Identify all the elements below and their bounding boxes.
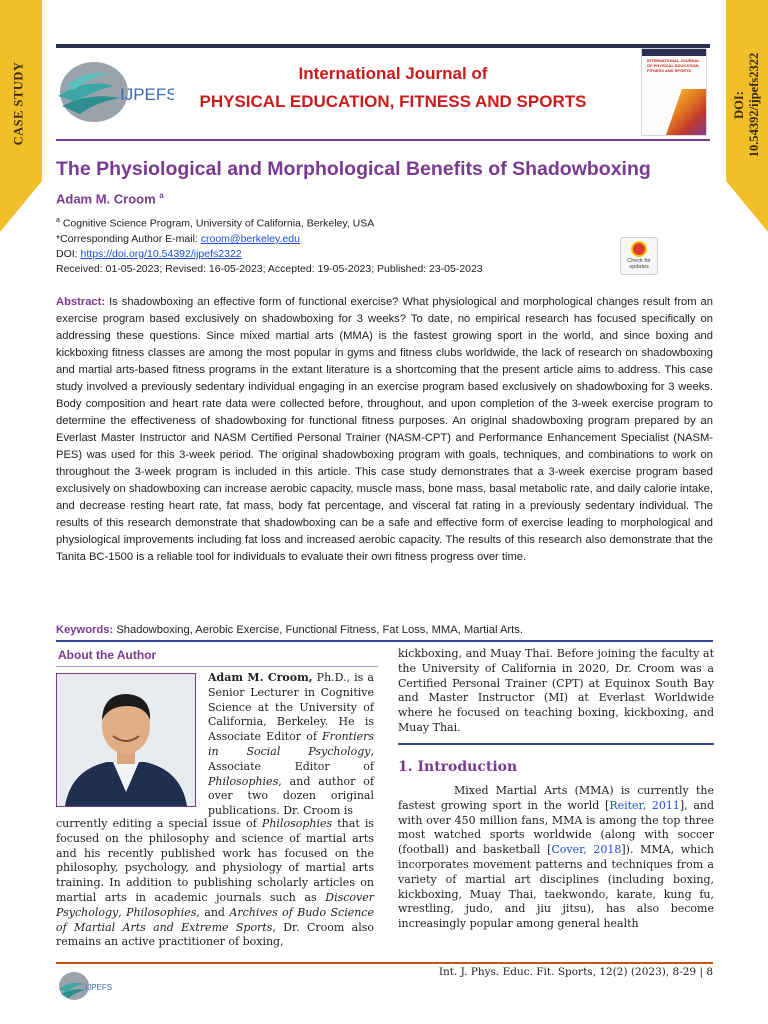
corresponding-author: *Corresponding Author E-mail: croom@berkeley.edu <box>56 233 300 245</box>
abstract <box>56 294 713 566</box>
footer-rule <box>56 962 713 964</box>
check-updates-icon <box>631 241 647 257</box>
check-for-updates-badge[interactable]: Check for updates <box>620 237 658 275</box>
case-study-label: CASE STUDY <box>11 61 26 146</box>
publication-dates: Received: 01-05-2023; Revised: 16-05-2023; Accepted: 19-05-2023; Published: 23-05-2023 <box>56 263 483 275</box>
footer-citation: Int. J. Phys. Educ. Fit. Sports, 12(2) (2023), 8-29 | 8 <box>438 966 713 978</box>
keywords-rule <box>56 640 713 642</box>
journal-logo <box>56 56 174 124</box>
journal-name-line2: PHYSICAL EDUCATION, FITNESS AND SPORTS <box>199 92 587 111</box>
about-author-rule <box>56 666 378 667</box>
affiliation: $^a$ Cognitive Science Program, University of California, Berkeley, USA <box>56 217 375 230</box>
abstract-label: Abstract: <box>56 296 106 308</box>
article-title: The Physiological and Morphological Benefits of Shadowboxing <box>56 158 651 180</box>
doi-ribbon-label: DOI: 10.54392/ijpefs2322 <box>732 52 761 158</box>
journal-cover-thumbnail: INTERNATIONAL JOURNAL OF PHYSICAL EDUCATION, FITNESS AND SPORTS <box>641 48 707 136</box>
introduction-text: Mixed Martial Arts (MMA) is currently the fastest growing sport in the world [Reiter, 2011], and with over 450 million fans, MMA is among the top three most watched sports worldwide (along with soccer (football) and basketball [Cover, 2018]). MMA, which incorporates movement patterns and techniques from a variety of martial art disciplines (including boxing, kickboxing, Muay Thai, taekwondo, karate, kung fu, wrestling, judo, and jiu jitsu), has also become increasingly popular among general health <box>398 784 715 931</box>
author-bio-continued: currently editing a special issue of Philosophies that is focused on the philosophy and science of martial arts and his recently published work has focused on the philosophy, psychology, and physiology of martial arts training. In addition to publishing scholarly articles on martial arts in academic journals such as Discover Psychology, Philosophies, and Archives of Budo Science of Martial Arts and Extreme Sports, Dr. Croom also remains an active practitioner of boxing, <box>56 817 375 949</box>
author-bio-top: Adam M. Croom, Ph.D., is a Senior Lecturer in Cognitive Science at the University of California, Berkeley. He is Associate Editor of Frontiers in Social Psychology, Associate Editor of Philosophies, and author of over two dozen original publications. Dr. Croom is <box>208 671 374 818</box>
author-photo <box>56 673 196 807</box>
svg-text:IJPEFS: IJPEFS <box>85 983 112 992</box>
citation-reiter[interactable]: Reiter, 2011 <box>609 798 680 812</box>
about-author-heading: About the Author <box>58 648 157 662</box>
author-name: Adam M. Croom $^a$ <box>56 191 164 207</box>
introduction-heading: 1. Introduction <box>398 759 518 775</box>
author-email-link[interactable]: croom@berkeley.edu <box>200 233 300 245</box>
header-top-rule <box>56 44 710 48</box>
header-bottom-rule <box>56 139 710 141</box>
about-section-end-rule <box>398 743 714 745</box>
journal-name-line1: International Journal of <box>298 64 488 83</box>
doi-link[interactable]: https://doi.org/10.54392/ijpefs2322 <box>80 248 242 260</box>
svg-text:IJPEFS: IJPEFS <box>120 85 174 104</box>
footer-logo <box>58 969 112 1003</box>
author-bio-column2: kickboxing, and Muay Thai. Before joining the faculty at the University of California in 2020, Dr. Croom was a Certified Personal Trainer (CPT) at Equinox South Bay and Master Instructor (MI) at Everlast Worldwide where he focused on teaching boxing, kickboxing, and Muay Thai. <box>398 647 714 734</box>
abstract-text: Is shadowboxing an effective form of functional exercise? What physiological and morphological changes result from an exercise program based exclusively on shadowboxing for 3 weeks? To date, no empirical research has focused specifically on addressing these questions. Since mixed martial arts (MMA) is the fastest growing sport in the world, and since boxing and kickboxing fitness classes are among the most popular in gyms and fitness clubs worldwide, the lack of research on shadowboxing and martial arts-based fitness programs in the extant literature is a shortcoming that the present article aims to address. This case study involved a previously sedentary individual engaging in an exercise program based exclusively on shadowboxing for 3 weeks. Body composition and heart rate data were collected before, throughout, and upon completion of the 3-week exercise program to determine the effectiveness of shadowboxing for functional fitness purposes. An original shadowboxing program prepared by an Everlast Master Instructor and NASM Certified Personal Trainer (NASM-CPT) and Performance Enhancement Specialist (NASM-PES) was used for this 3-week period. The original shadowboxing program with goals, techniques, and combinations to work on throughout the 3-week program is included in this article. This case study demonstrates that a 3-week exercise program based exclusively on shadowboxing can increase aerobic capacity, muscle mass, bone mass, basal metabolic rate, and daily calorie intake, and decrease resting heart rate, fat mass, body fat percentage, and visceral fat rating in a previously sedentary individual. The results of this research demonstrate that shadowboxing can be a safe and effective form of exercise leading to morphological and physiological improvements including fat loss and increased aerobic capacity. The results of this research also demonstrate that the Tanita BC-1500 is a reliable tool for individuals to evaluate their own fitness progress over time. <box>56 296 713 563</box>
keywords: Keywords: Shadowboxing, Aerobic Exercise, Functional Fitness, Fat Loss, MMA, Martial Arts. <box>56 624 523 636</box>
doi-line: DOI: https://doi.org/10.54392/ijpefs2322 <box>56 248 242 260</box>
citation-cover[interactable]: Cover, 2018 <box>551 843 622 857</box>
